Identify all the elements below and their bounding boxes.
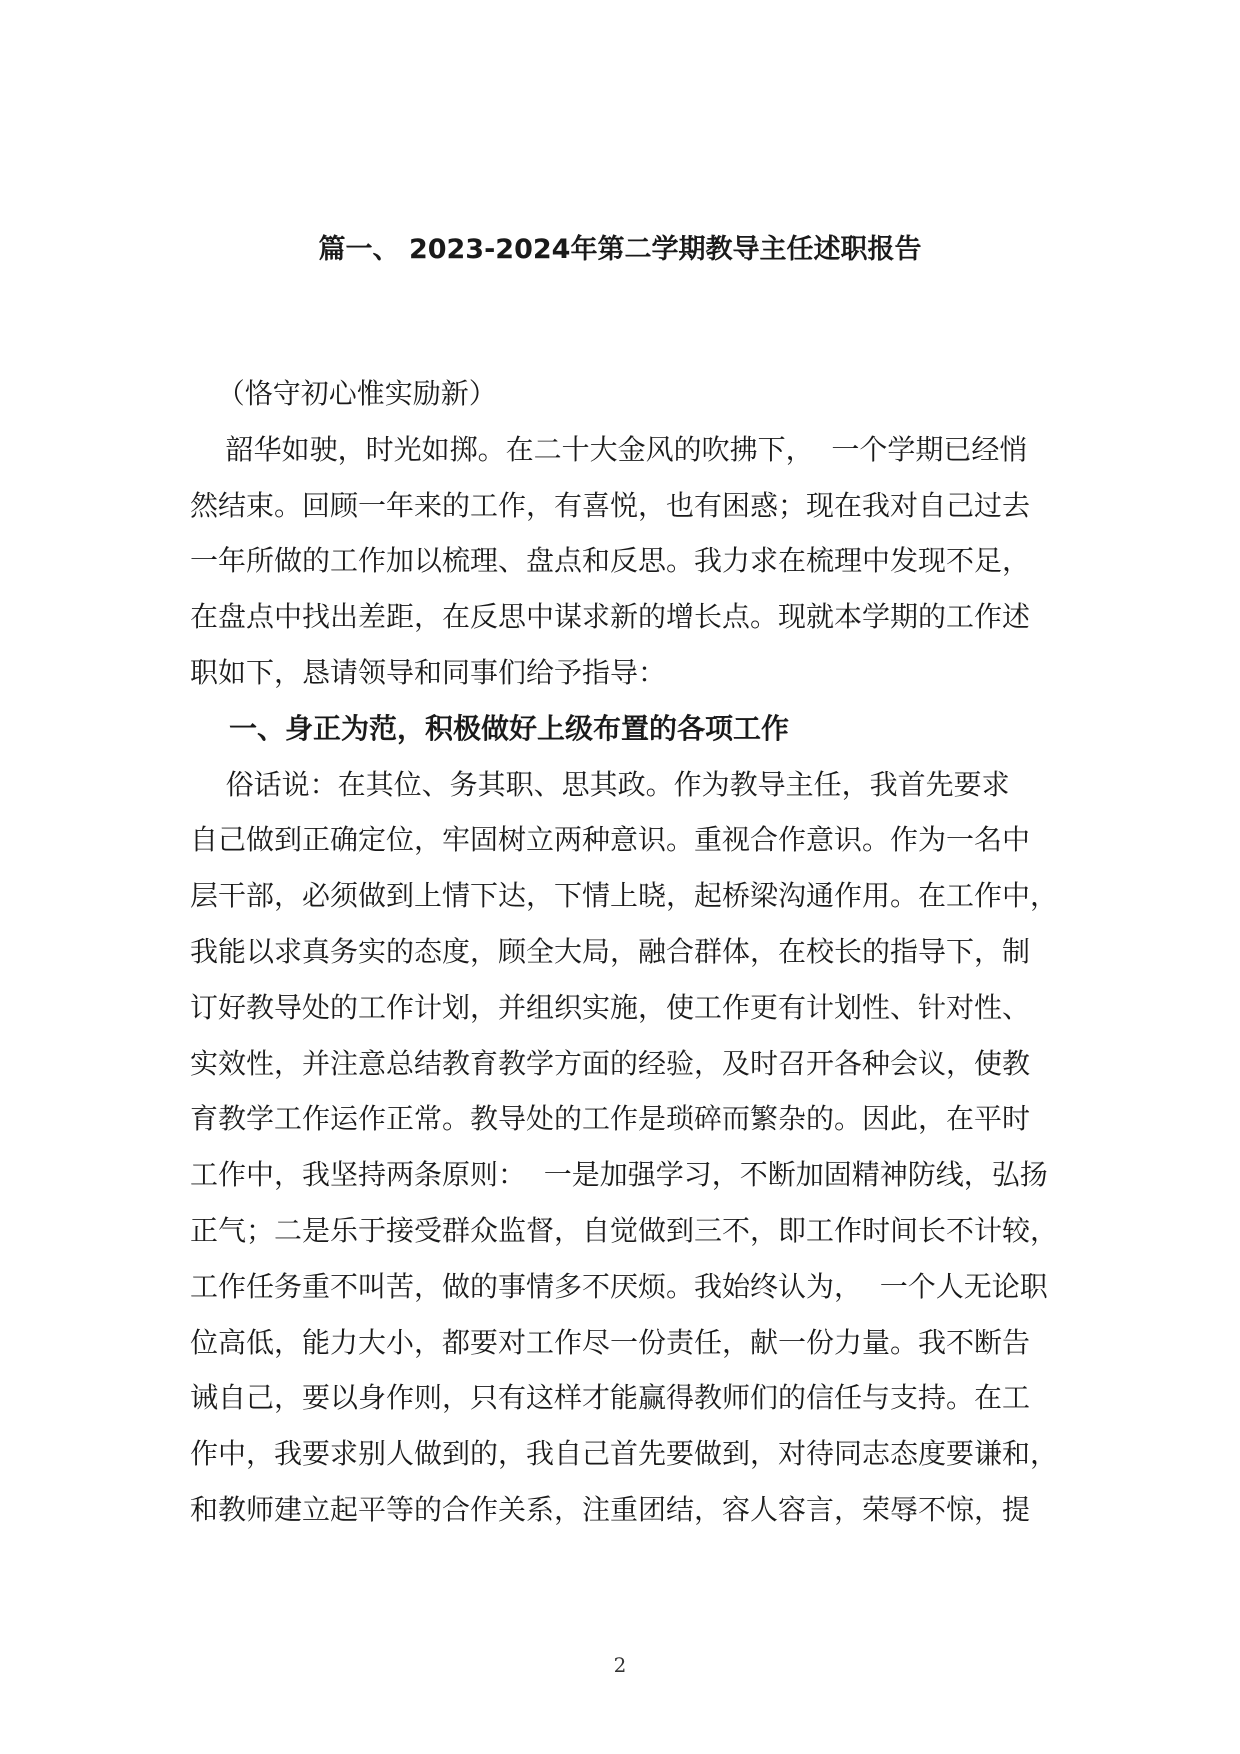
paragraph-line: 韶华如驶，时光如掷。在二十大金风的吹拂下， 一个学期已经悄 [190,432,1028,466]
paragraph-line: 俗话说：在其位、务其职、思其政。作为教导主任，我首先要求 [190,767,1010,801]
paragraph-line: 然结束。回顾一年来的工作，有喜悦，也有困惑；现在我对自己过去 [190,488,1031,522]
page-number: 2 [613,1653,627,1677]
section-heading: 一、身正为范，积极做好上级布置的各项工作 [190,711,789,745]
paragraph-line: 我能以求真务实的态度，顾全大局，融合群体，在校长的指导下，制 [190,934,1031,968]
paragraph-line: 作中，我要求别人做到的，我自己首先要做到，对待同志态度要谦和， [190,1437,1059,1471]
document-body [190,366,1059,1538]
paragraph-line: 诫自己，要以身作则，只有这样才能赢得教师们的信任与支持。在工 [190,1381,1031,1415]
paragraph-line: 自己做到正确定位，牢固树立两种意识。重视合作意识。作为一名中 [190,823,1031,857]
paragraph-line: 一年所做的工作加以梳理、盘点和反思。我力求在梳理中发现不足， [190,544,1031,578]
paragraph-line: 层干部，必须做到上情下达，下情上晓，起桥梁沟通作用。在工作中， [190,879,1059,913]
paragraph-line: 位高低，能力大小，都要对工作尽一份责任，献一份力量。我不断告 [190,1325,1031,1359]
document-title: 篇一、 2023-2024年第二学期教导主任述职报告 [318,234,922,265]
paragraph-line: 订好教导处的工作计划，并组织实施，使工作更有计划性、针对性、 [190,990,1031,1024]
subtitle-line: （恪守初心惟实励新） [190,377,497,410]
paragraph-line: 工作任务重不叫苦，做的事情多不厌烦。我始终认为， 一个人无论职 [190,1269,1048,1303]
paragraph-line: 正气；二是乐于接受群众监督，自觉做到三不，即工作时间长不计较， [190,1213,1059,1247]
paragraph-line: 育教学工作运作正常。教导处的工作是琐碎而繁杂的。因此，在平时 [190,1102,1031,1136]
paragraph-line: 实效性，并注意总结教育教学方面的经验，及时召开各种会议，使教 [190,1046,1031,1080]
paragraph-line: 和教师建立起平等的合作关系，注重团结，容人容言，荣辱不惊，提 [190,1492,1031,1526]
paragraph-line: 工作中，我坚持两条原则： 一是加强学习，不断加固精神防线，弘扬 [190,1158,1048,1192]
paragraph-line: 职如下，恳请领导和同事们给予指导： [190,655,667,689]
paragraph-line: 在盘点中找出差距，在反思中谋求新的增长点。现就本学期的工作述 [190,600,1031,634]
